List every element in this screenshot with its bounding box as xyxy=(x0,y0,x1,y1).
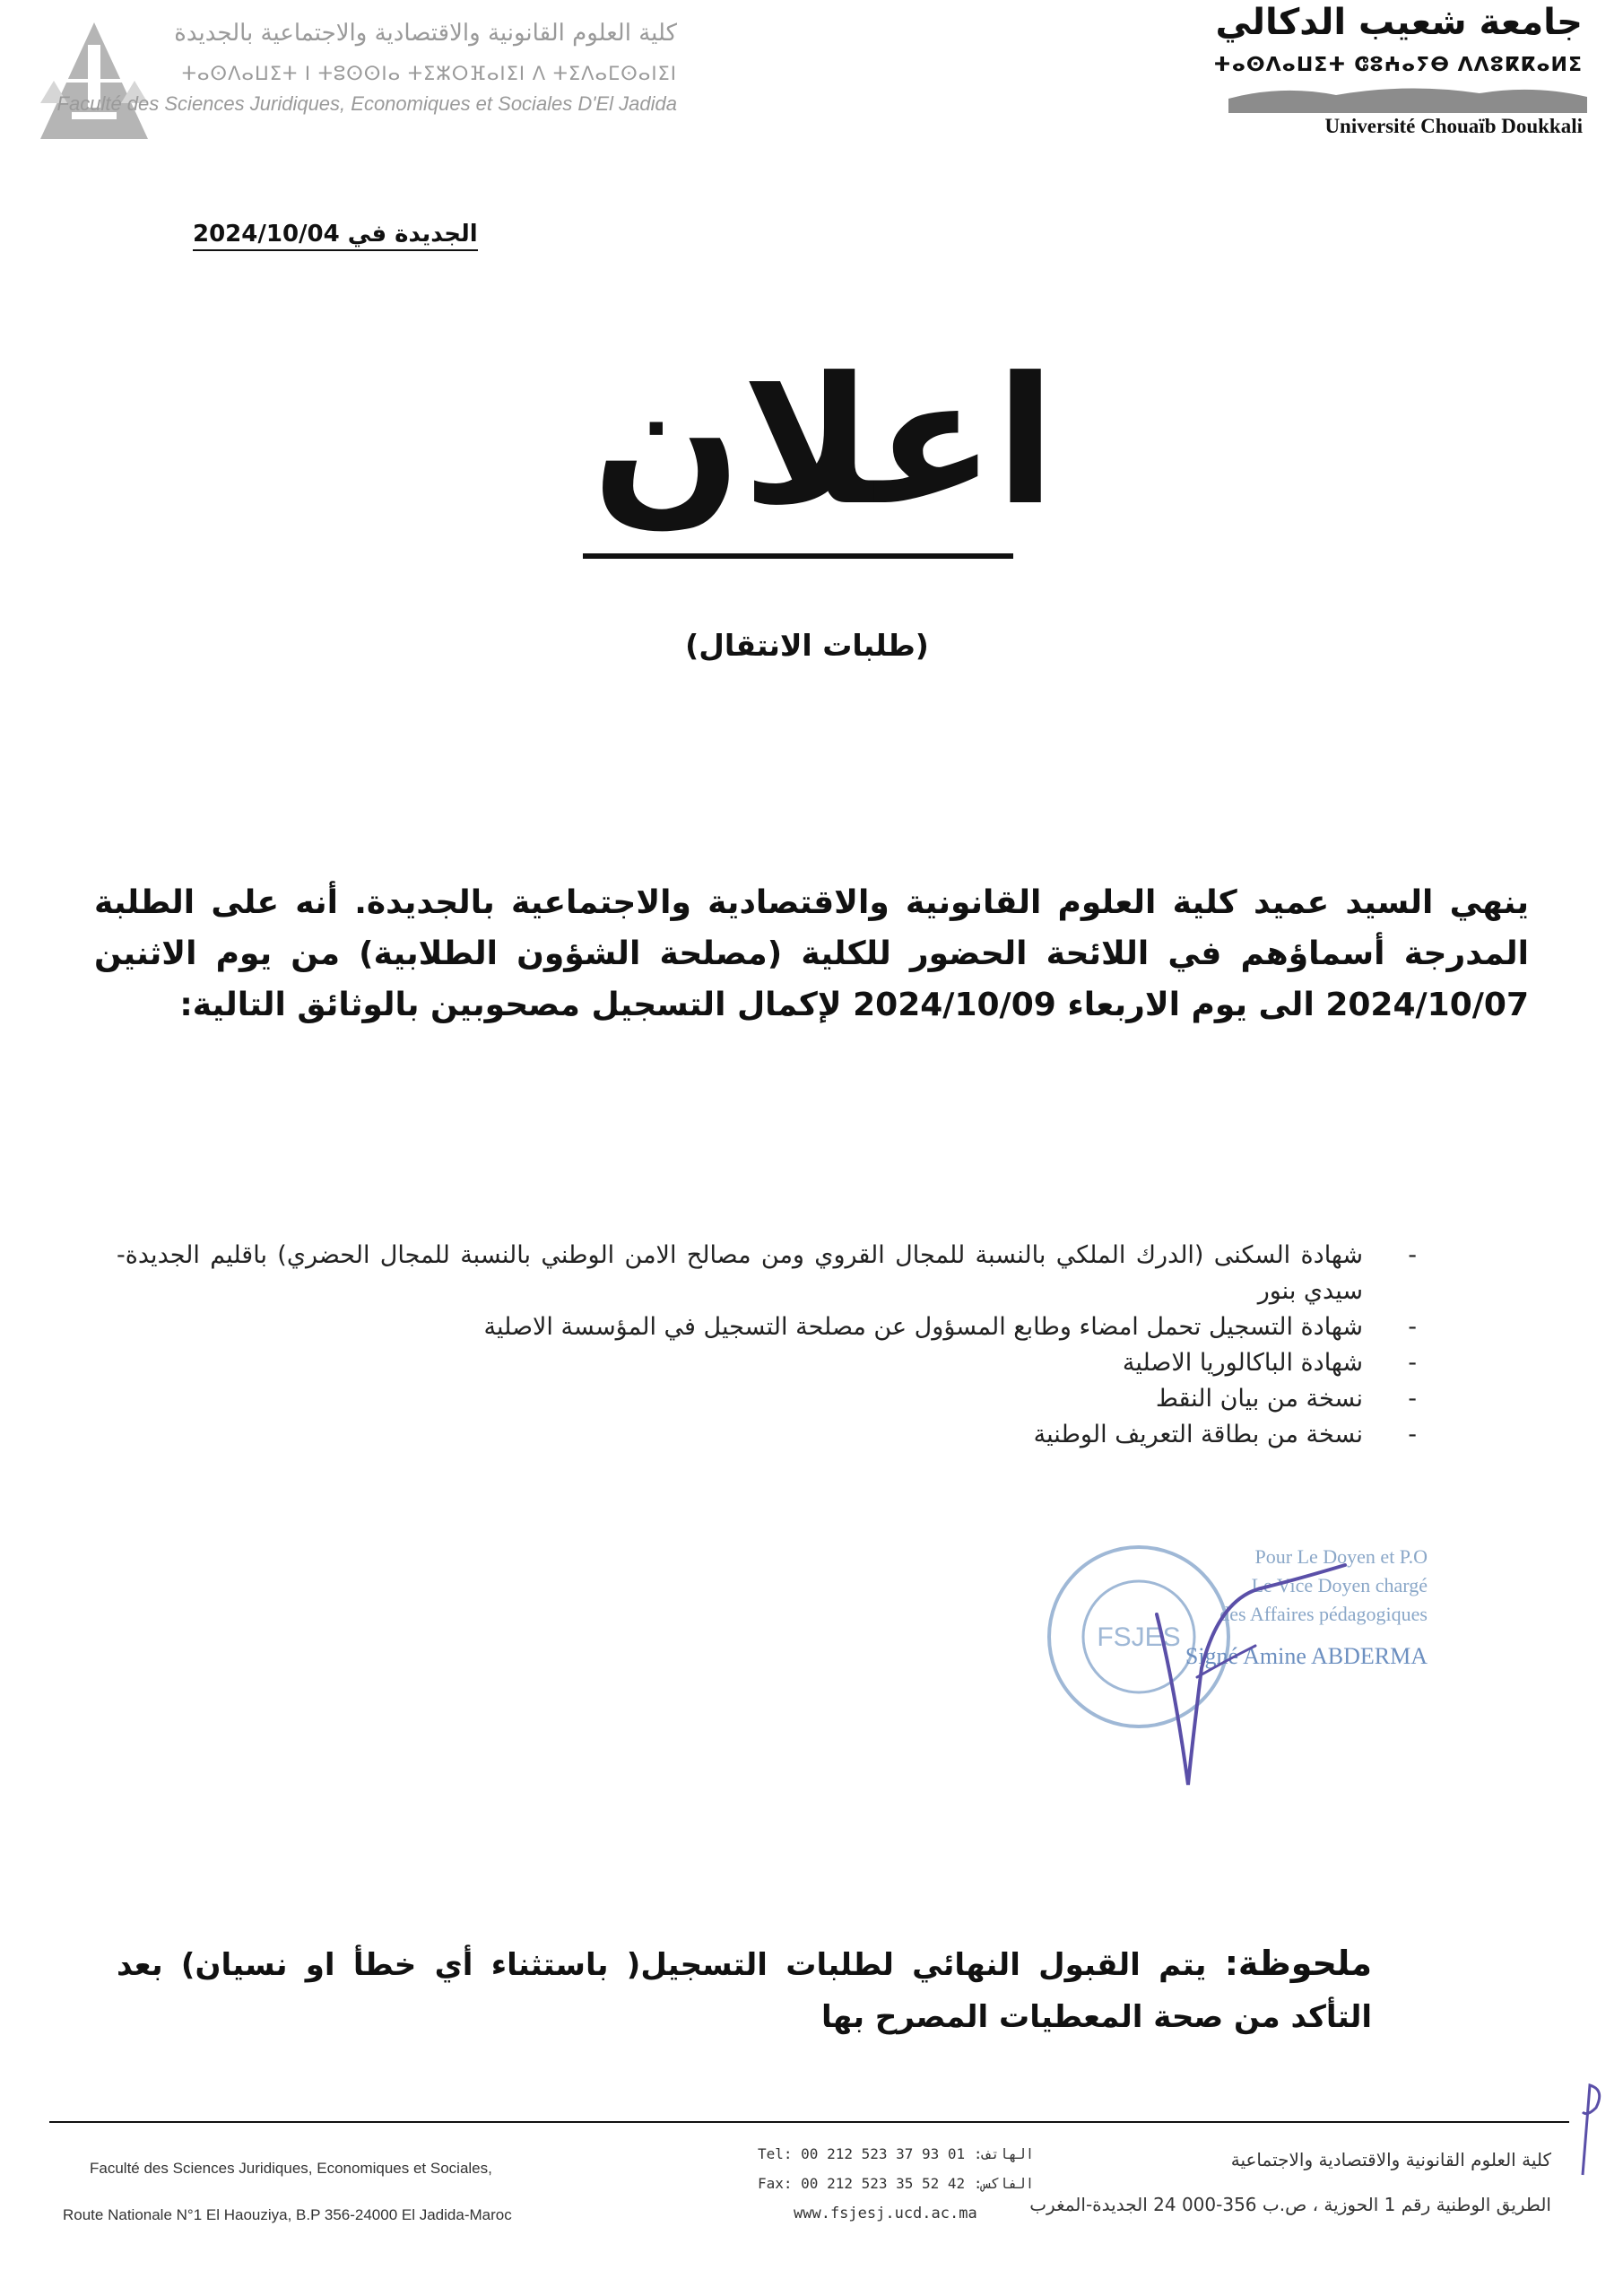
document-date: الجديدة في 2024/10/04 xyxy=(193,221,478,251)
note-block xyxy=(117,1937,1372,2043)
initials-mark xyxy=(1556,2076,1610,2184)
document-item: - شهادة التسجيل تحمل امضاء وطابع المسؤول عن مصلحة التسجيل في المؤسسة الاصلية xyxy=(117,1309,1426,1345)
required-documents-list xyxy=(117,1238,1426,1453)
faculty-name-tifinagh: ⵜⴰⵙⴷⴰⵡⵉⵜ ⵏ ⵜⵓⵙⵙⵏⴰ ⵜⵉⵣⵔⴼⴰⵏⵉⵏ ⴷ ⵜⵉⴷⴰⵎⵙⴰⵏⵉⵏ xyxy=(181,63,677,84)
footer-phone: Tel: 00 212 523 37 93 01 :الهاتف xyxy=(758,2145,1035,2162)
footer-divider xyxy=(49,2121,1569,2123)
handwritten-signature xyxy=(1139,1561,1363,1794)
footer-website: www.fsjesj.ucd.ac.ma xyxy=(794,2205,977,2222)
announcement-title: اعلان xyxy=(592,340,1056,544)
signature-line-3: des Affaires pédagogiques xyxy=(1219,1603,1428,1625)
university-name-french: Université Chouaïb Doukkali xyxy=(1324,115,1583,137)
note-text: يتم القبول النهائي لطلبات التسجيل( باستثناء أي خطأ او نسيان) بعد التأكد من صحة المعطيات المصرح بها xyxy=(117,1947,1372,2035)
university-logo-mountain xyxy=(1228,83,1587,113)
footer-fax: Fax: 00 212 523 35 52 42 :الفاكس xyxy=(758,2175,1035,2192)
faculty-name-french: Faculté des Sciences Juridiques, Economiques et Sociales D'El Jadida xyxy=(56,92,677,115)
document-item: - شهادة الباكالوريا الاصلية xyxy=(117,1345,1426,1381)
university-name-arabic: جامعة شعيب الدكالي xyxy=(1215,2,1583,43)
university-name-tifinagh: ⵜⴰⵙⴷⴰⵡⵉⵜ ⵛⵓⵄⴰⵢⴱ ⴷⴷⵓⴽⴽⴰⵍⵉ xyxy=(1213,54,1583,76)
footer-address-ar-1: كلية العلوم القانونية والاقتصادية والاجتماعية xyxy=(1230,2149,1551,2170)
faculty-logo xyxy=(36,18,152,144)
note-label: ملحوظة: xyxy=(1224,1944,1372,1983)
signatory-name: Signé Amine ABDERMA xyxy=(1185,1643,1428,1669)
stamp-label: FSJES xyxy=(1097,1622,1181,1652)
document-item: - نسخة من بيان النقط xyxy=(117,1381,1426,1417)
signature-line-2: Le Vice Doyen chargé xyxy=(1251,1574,1428,1596)
document-item: - شهادة السكنى (الدرك الملكي بالنسبة للمجال القروي ومن مصالح الامن الوطني بالنسبة للمجال الحضري) باقليم الجديدة-سيدي بنور xyxy=(117,1238,1426,1309)
signature-line-1: Pour Le Doyen et P.O xyxy=(1254,1545,1428,1568)
announcement-body: ينهي السيد عميد كلية العلوم القانونية والاقتصادية والاجتماعية بالجديدة. أنه على الطلبة المدرجة أسماؤهم في اللائحة الحضور للكلية (مصلحة الشؤون الطلابية) من يوم الاثنين 2024/10/07 الى يوم الاربعاء 2024/10/09 لإكمال التسجيل مصحوبين بالوثائق التالية: xyxy=(94,884,1529,1023)
document-item: - نسخة من بطاقة التعريف الوطنية xyxy=(117,1417,1426,1453)
footer-address-fr-1: Faculté des Sciences Juridiques, Economiques et Sociales, xyxy=(90,2160,492,2177)
title-underline xyxy=(583,553,1013,559)
footer-address-ar-2: الطريق الوطنية رقم 1 الحوزية ، ص.ب 356-000 24 الجديدة-المغرب xyxy=(1029,2194,1551,2215)
faculty-name-arabic: كلية العلوم القانونية والاقتصادية والاجتماعية بالجديدة xyxy=(174,20,677,47)
footer-address-fr-2: Route Nationale N°1 El Haouziya, B.P 356-24000 El Jadida-Maroc xyxy=(63,2206,512,2223)
announcement-subtitle: (طلبات الانتقال) xyxy=(685,628,929,663)
